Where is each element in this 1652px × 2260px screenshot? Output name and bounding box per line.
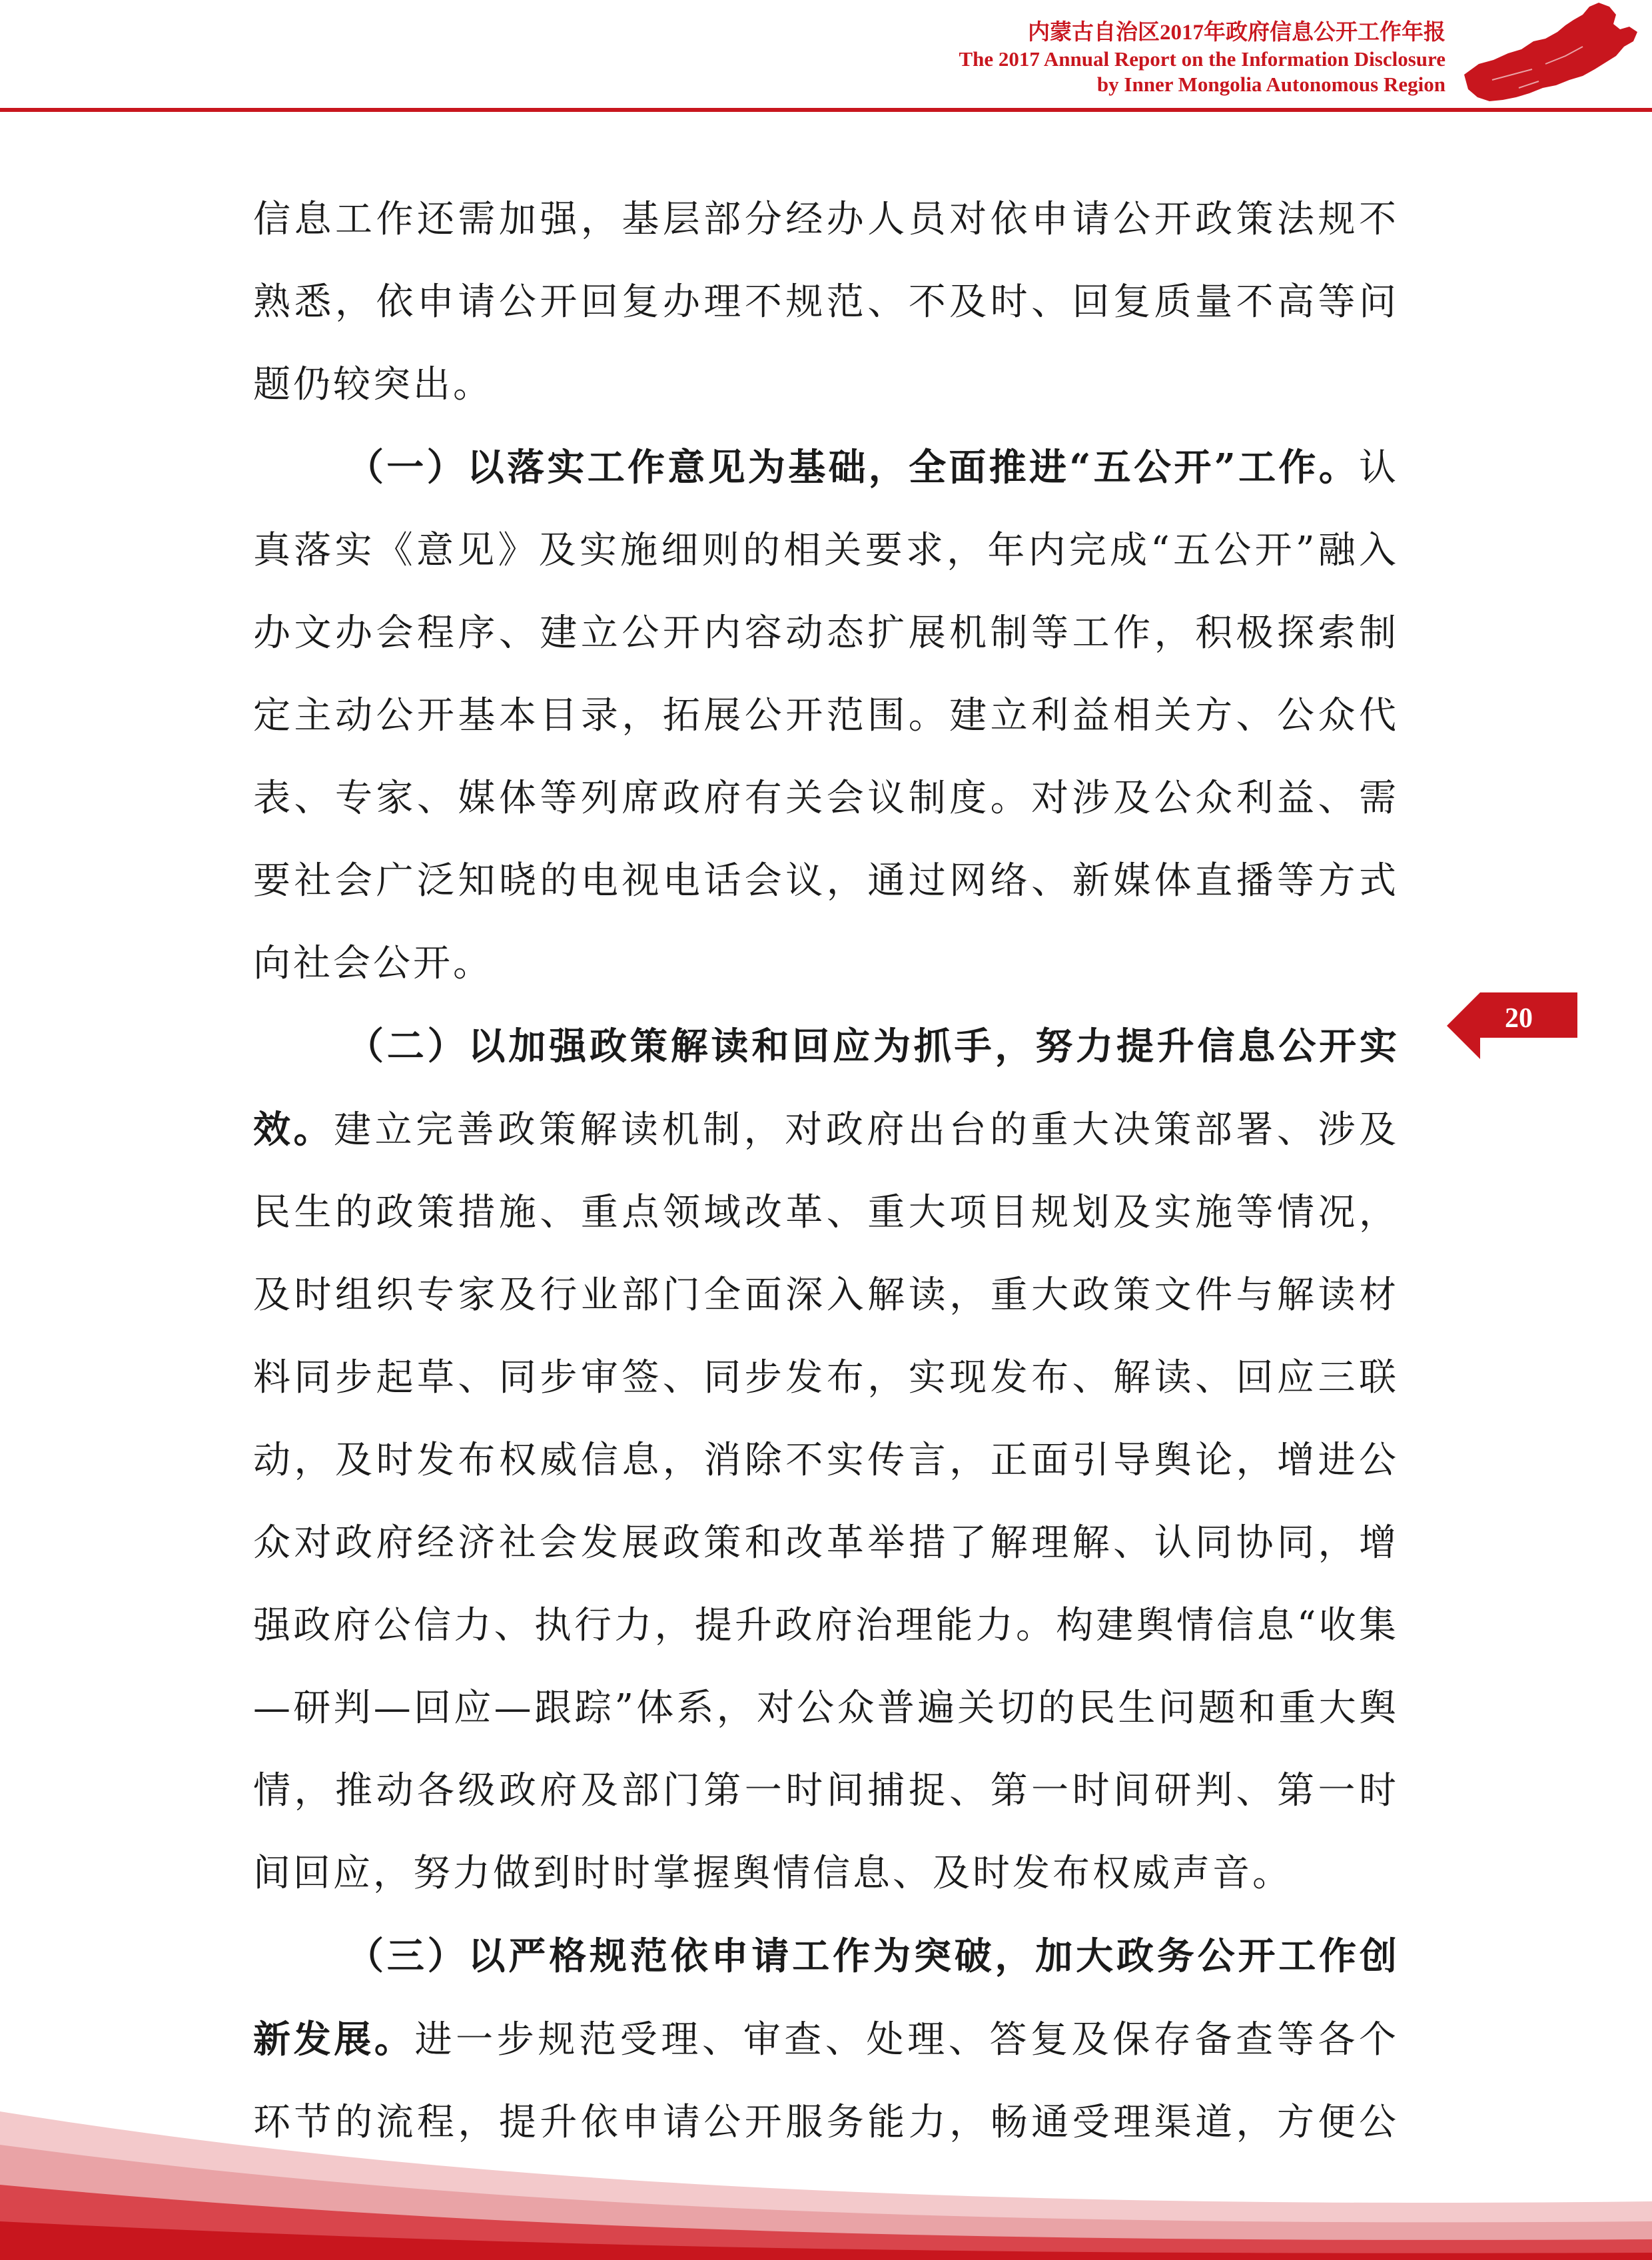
header-title-en-line1: The 2017 Annual Report on the Information Disclosure — [959, 47, 1446, 71]
inner-mongolia-map-icon — [1452, 0, 1652, 110]
paragraph-3 — [253, 1005, 1399, 1915]
page-number: 20 — [1505, 1003, 1533, 1034]
paragraph-2 — [253, 426, 1399, 1005]
section-heading-1: （一）以落实工作意见为基础，全面推进“五公开”工作。 — [346, 446, 1359, 490]
report-body — [253, 179, 1399, 2247]
paragraph-4-text: 进一步规范受理、审查、处理、答复及保存备查等各个环节的流程，提升依申请公开服务能力，畅通受理渠道，方便公 — [253, 2018, 1400, 2144]
paragraph-1: 信息工作还需加强，基层部分经办人员对依申请公开政策法规不熟悉，依申请公开回复办理不规范、不及时、回复质量不高等问题仍较突出。 — [253, 198, 1399, 406]
footer-wave-decoration — [0, 2085, 1652, 2260]
header-title-cn: 内蒙古自治区2017年政府信息公开工作年报 — [1028, 21, 1446, 45]
header-title-en-line2: by Inner Mongolia Autonomous Region — [1096, 73, 1446, 96]
paragraph-3-text: 建立完善政策解读机制，对政府出台的重大决策部署、涉及民生的政策措施、重点领域改革、重大项目规划及实施等情况，及时组织专家及行业部门全面深入解读，重大政策文件与解读材料同步起草、同步审签、同步发布，实现发布、解读、回应三联动，及时发布权威信息，消除不实传言，正面引导舆论，增进公众对政府经济社会发展政策和改革举措了解理解、认同协同，增强政府公信力、执行力，提升政府治理能力。构建舆情信息“收集—研判—回应—跟踪”体系，对公众普遍关切的民生问题和重大舆情，推动各级政府及部门第一时间捕捉、第一时间研判、第一时间回应，努力做到时时掌握舆情信息、及时发布权威声音。 — [253, 1108, 1400, 1895]
paragraph-2-text: 认真落实《意见》及实施细则的相关要求，年内完成“五公开”融入办文办会程序、建立公开内容动态扩展机制等工作，积极探索制定主动公开基本目录，拓展公开范围。建立利益相关方、公众代表、专家、媒体等列席政府有关会议制度。对涉及公众利益、需要社会广泛知晓的电视电话会议，通过网络、新媒体直播等方式向社会公开。 — [253, 446, 1399, 985]
section-heading-2: （二）以加强政策解读和回应为抓手，努力提升信息公开实效。 — [253, 1024, 1399, 1152]
section-heading-3: （三）以严格规范依申请工作为突破，加大政务公开工作创新发展。 — [253, 1934, 1399, 2062]
header-title-block — [959, 19, 1446, 97]
header-rule — [0, 108, 1652, 112]
page-header — [0, 0, 1652, 113]
